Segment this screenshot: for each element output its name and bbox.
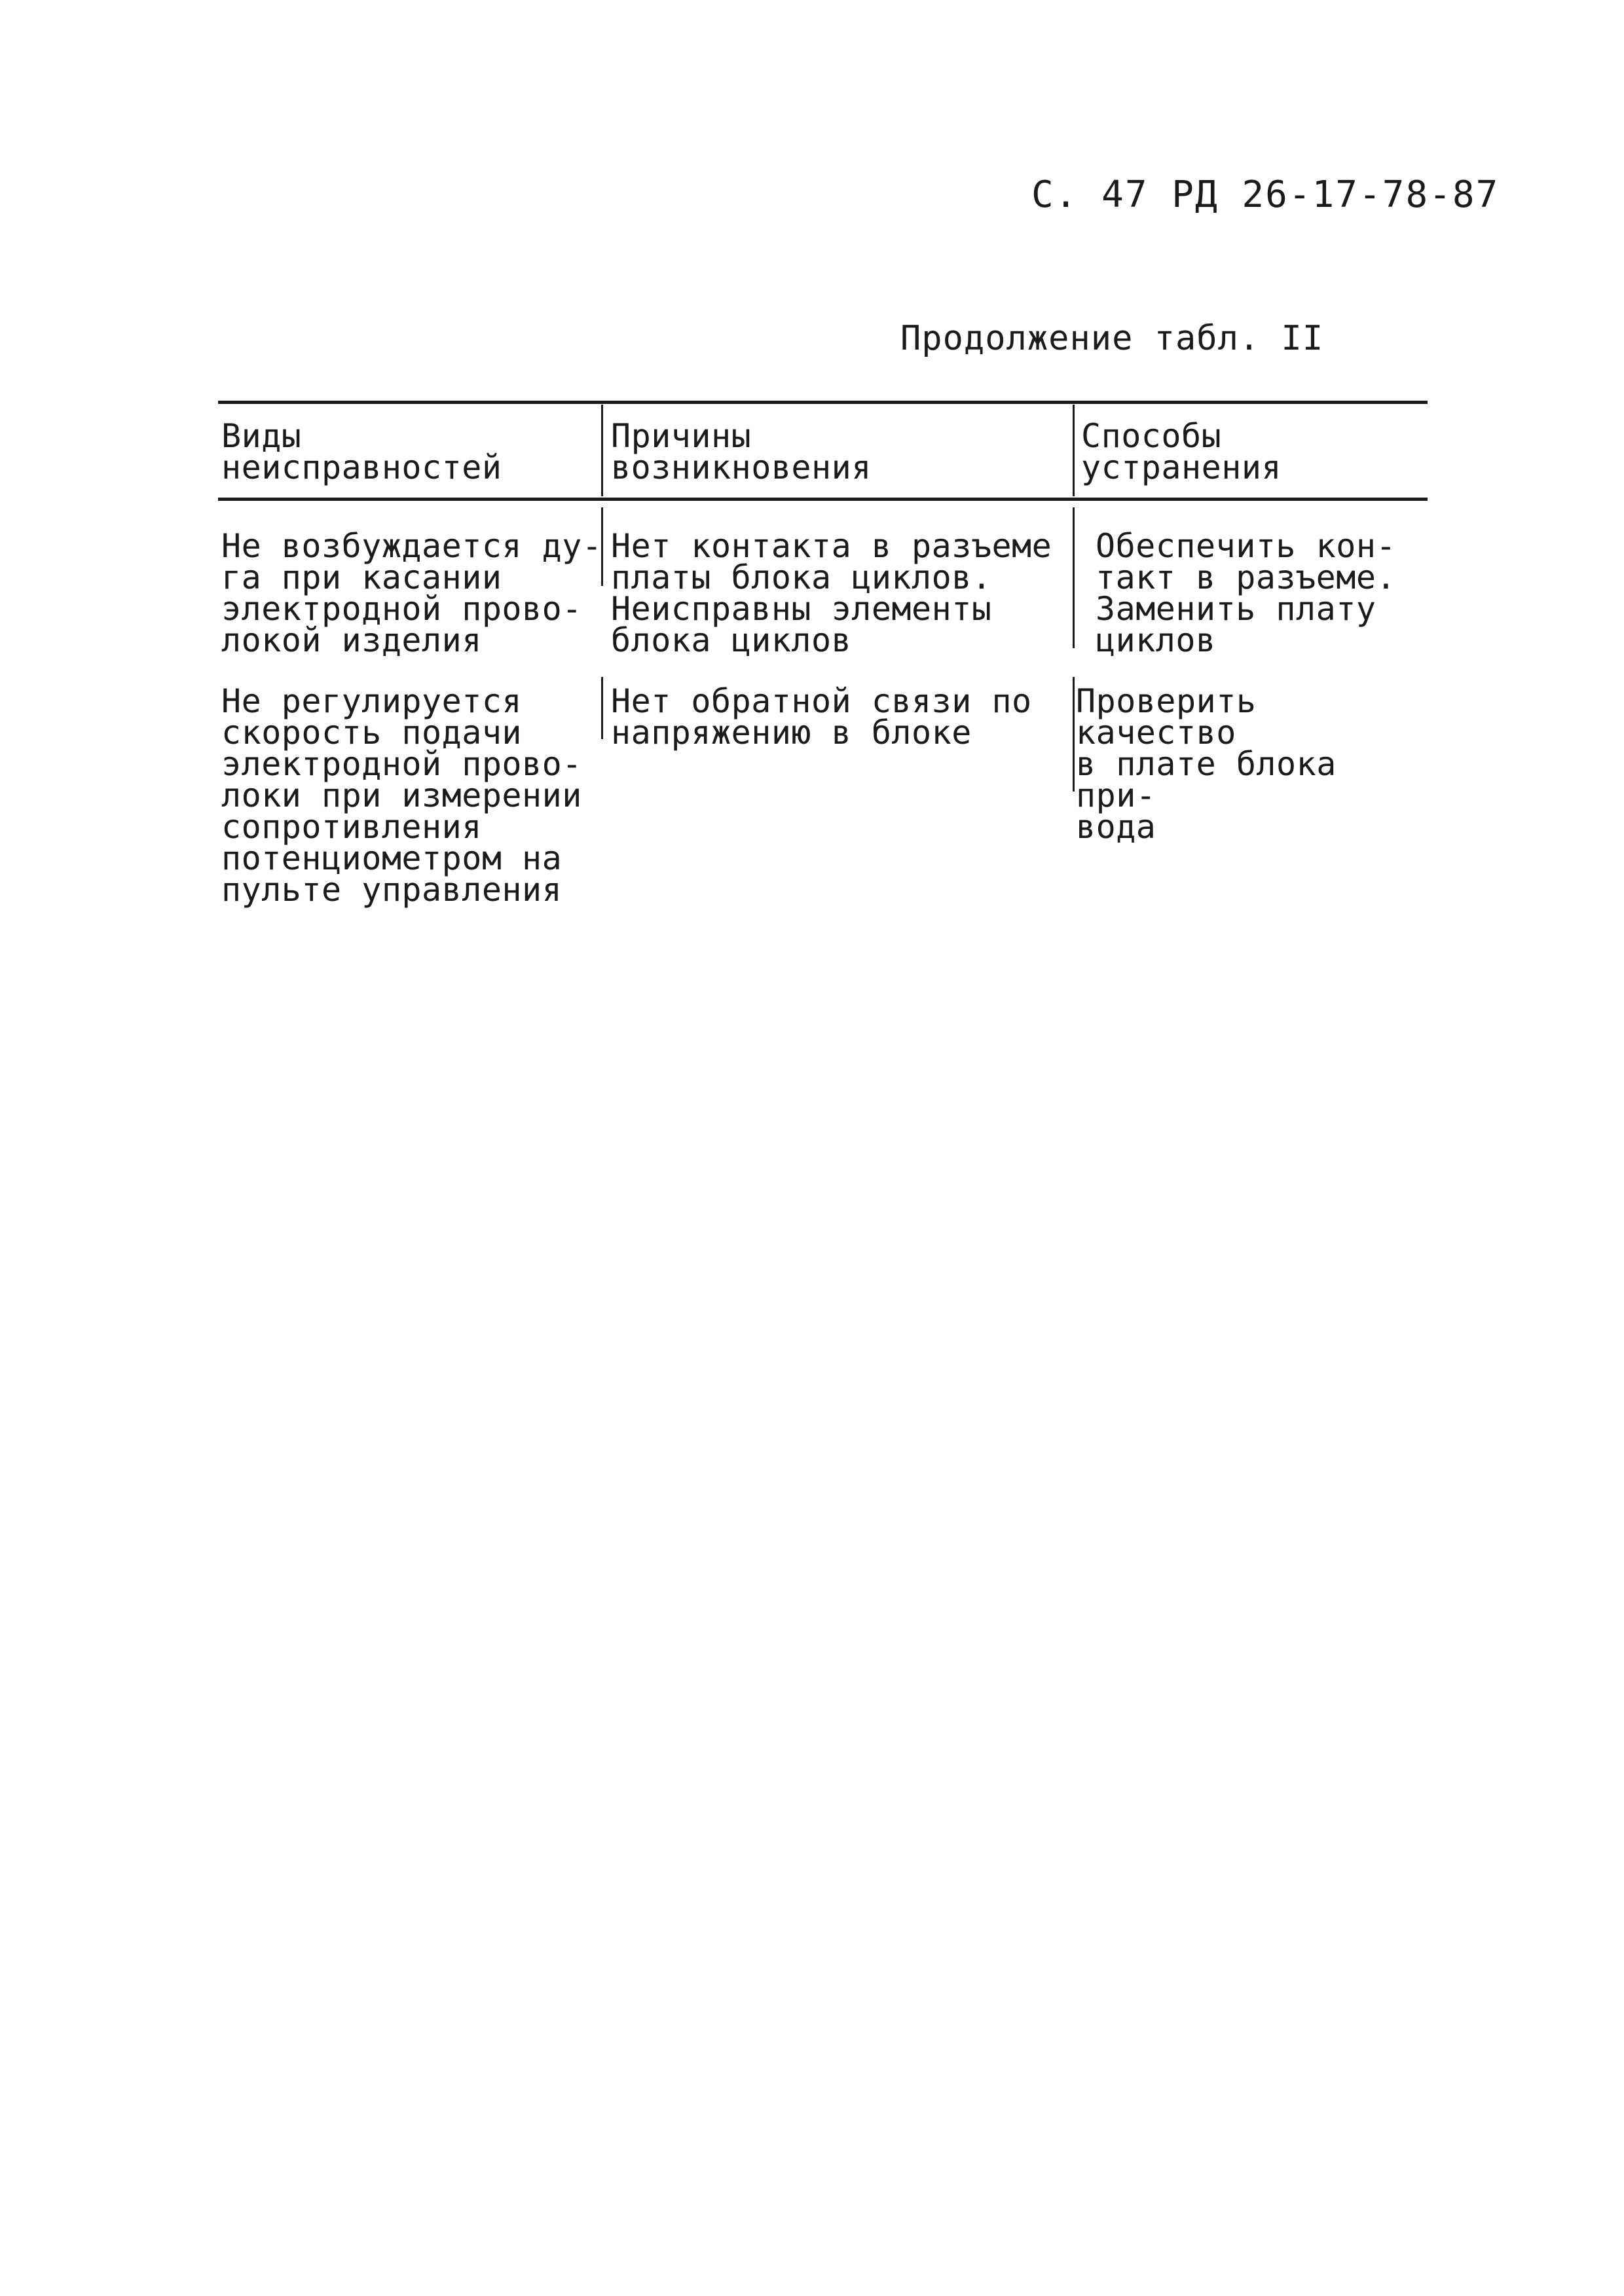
table-continuation-label: Продолжение табл. II	[900, 319, 1324, 358]
row1-cause: Нет контакта в разъеме платы блока циклов. Неисправны элементы блока циклов	[611, 527, 1052, 659]
row2-separator-2	[1073, 677, 1075, 792]
table-top-rule	[218, 401, 1428, 404]
header-separator-1	[601, 405, 603, 496]
fault-table	[218, 401, 1428, 924]
row2-cause: Нет обратной связи по напряжению в блоке	[611, 682, 1032, 752]
page-reference: С. 47 РД 26-17-78-87	[1031, 173, 1500, 216]
column-header-fault: Виды неисправностей	[221, 417, 502, 486]
table-header-rule	[218, 498, 1428, 501]
row2-remedy: Проверить качество в плате блока при- вода	[1076, 682, 1337, 846]
row1-fault: Не возбуждается ду- га при касании электродной прово- локой изделия	[221, 527, 602, 659]
row2-separator-1	[601, 677, 603, 739]
row2-fault: Не регулируется скорость подачи электродной прово- локи при измерении сопротивления потенциометром на пульте управления	[221, 682, 582, 909]
row1-remedy: Обеспечить кон- такт в разъеме. Заменить плату циклов	[1096, 527, 1397, 659]
column-header-remedy: Способы устранения	[1081, 417, 1282, 486]
column-header-cause: Причины возникновения	[611, 417, 872, 486]
header-separator-2	[1073, 405, 1075, 496]
row1-separator-2	[1073, 507, 1075, 648]
